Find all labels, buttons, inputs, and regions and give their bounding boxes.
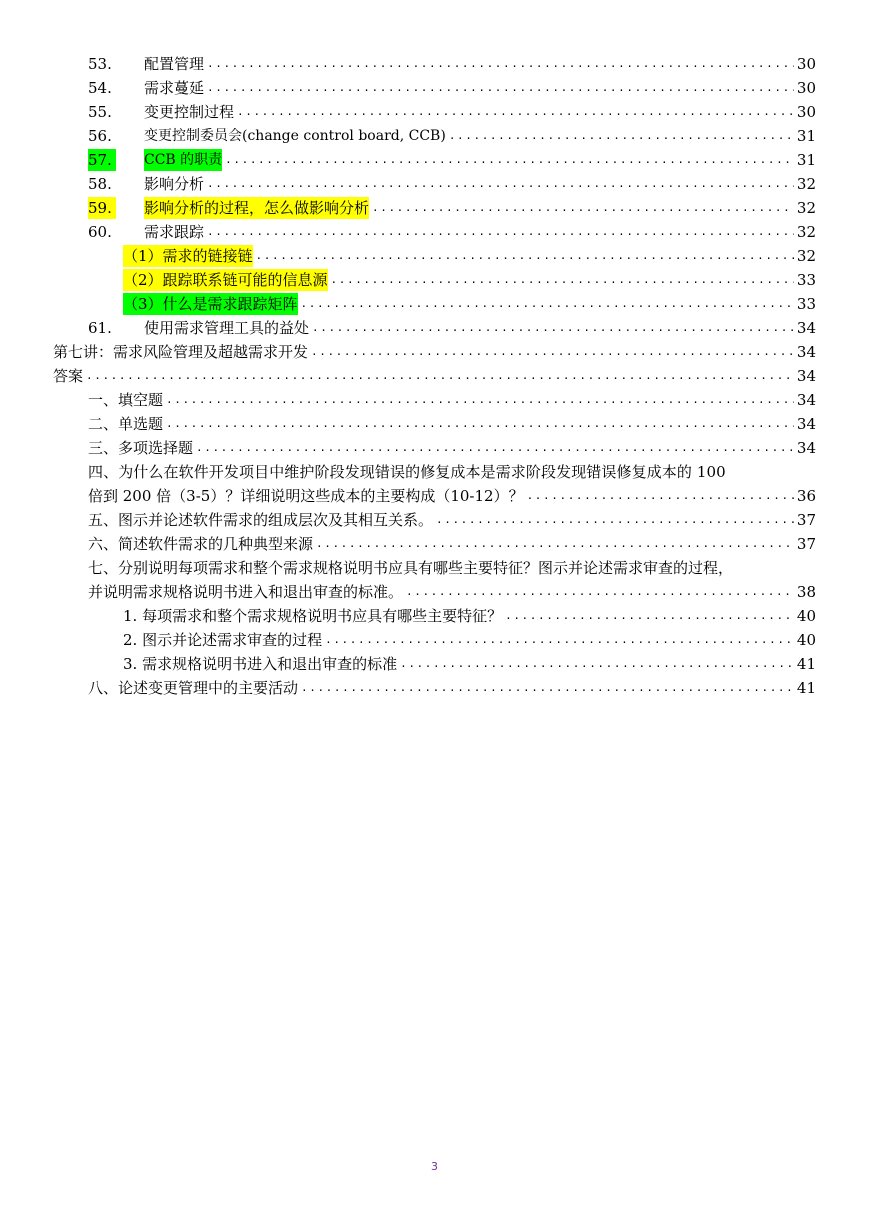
toc-entry[interactable]: [88, 317, 816, 339]
entry-title: 影响分析的过程，怎么做影响分析: [144, 199, 370, 217]
entry-title: 变更控制委员会(change control board, CCB): [144, 128, 446, 144]
toc-entry[interactable]: [88, 509, 816, 531]
entry-number: 53.: [88, 55, 112, 73]
dot-leader: [196, 437, 794, 459]
toc-entry[interactable]: [88, 173, 816, 195]
dot-leader: [406, 581, 794, 603]
dot-leader: [256, 245, 794, 267]
toc-subentry-highlighted[interactable]: [123, 269, 816, 291]
dot-leader: [166, 389, 794, 411]
entry-page: 41: [796, 679, 816, 697]
entry-title: 2. 图示并论述需求审查的过程: [123, 631, 323, 649]
entry-page: 38: [796, 583, 816, 601]
dot-leader: [316, 533, 794, 555]
entry-page: 32: [796, 199, 816, 217]
entry-page: 33: [796, 271, 816, 289]
dot-leader: [207, 221, 794, 243]
entry-title: 答案: [53, 367, 84, 385]
entry-page: 37: [796, 511, 816, 529]
entry-page: 32: [796, 247, 816, 265]
entry-number: 60.: [88, 223, 112, 241]
dot-leader: [527, 485, 794, 507]
entry-page: 34: [796, 415, 816, 433]
toc-entry[interactable]: [88, 533, 816, 555]
toc-entry[interactable]: [88, 77, 816, 99]
toc-subentry-highlighted[interactable]: [123, 245, 816, 267]
entry-page: 31: [796, 127, 816, 145]
entry-page: 30: [796, 103, 816, 121]
dot-leader: [312, 317, 794, 339]
toc-subentry-highlighted[interactable]: [123, 293, 816, 315]
entry-title: 使用需求管理工具的益处: [144, 319, 310, 337]
entry-title: 3. 需求规格说明书进入和退出审查的标准: [123, 655, 398, 673]
entry-page: 33: [796, 295, 816, 313]
toc-subentry[interactable]: [123, 629, 816, 651]
entry-title: 需求跟踪: [144, 223, 205, 241]
entry-number: 59.: [88, 197, 116, 219]
entry-title: 倍到 200 倍（3-5）？详细说明这些成本的主要构成（10-12）？: [88, 487, 524, 505]
entry-title: 需求蔓延: [144, 79, 205, 97]
entry-title: （3）什么是需求跟踪矩阵: [123, 295, 298, 313]
entry-title: 一、填空题: [88, 391, 164, 409]
entry-page: 32: [796, 223, 816, 241]
toc-entry-title-line1: 七、分别说明每项需求和整个需求规格说明书应具有哪些主要特征？图示并论述需求审查的过程，: [88, 559, 734, 577]
entry-title: 八、论述变更管理中的主要活动: [88, 679, 299, 697]
dot-leader: [372, 197, 794, 219]
entry-page: 30: [796, 55, 816, 73]
dot-leader: [505, 605, 794, 627]
entry-title: （2）跟踪联系链可能的信息源: [123, 271, 328, 289]
toc-entry[interactable]: [88, 53, 816, 75]
dot-leader: [449, 125, 794, 147]
entry-page: 40: [796, 631, 816, 649]
entry-title: （1）需求的链接链: [123, 247, 253, 265]
entry-number: 55.: [88, 103, 112, 121]
toc-entry[interactable]: [88, 581, 816, 603]
entry-page: 34: [796, 439, 816, 457]
entry-page: 41: [796, 655, 816, 673]
dot-leader: [207, 53, 794, 75]
entry-title: CCB 的职责: [144, 149, 222, 171]
toc-entry[interactable]: [88, 437, 816, 459]
entry-page: 34: [796, 343, 816, 361]
dot-leader: [311, 341, 794, 363]
entry-number: 56.: [88, 127, 112, 145]
dot-leader: [325, 629, 794, 651]
toc-entry[interactable]: [88, 677, 816, 699]
dot-leader: [207, 77, 794, 99]
dot-leader: [166, 413, 794, 435]
toc-entry-highlighted[interactable]: [88, 197, 816, 219]
entry-number: 54.: [88, 79, 112, 97]
toc-entry-title-line1: 四、为什么在软件开发项目中维护阶段发现错误的修复成本是需求阶段发现错误修复成本的 100: [88, 463, 726, 481]
entry-number: 57.: [88, 149, 116, 171]
toc-entry[interactable]: [88, 101, 816, 123]
toc-entry-highlighted[interactable]: [88, 149, 816, 171]
dot-leader: [237, 101, 794, 123]
entry-title: 1. 每项需求和整个需求规格说明书应具有哪些主要特征？: [123, 607, 503, 625]
toc-chapter[interactable]: [53, 341, 816, 363]
entry-page: 31: [796, 151, 816, 169]
entry-number: 61.: [88, 319, 112, 337]
entry-page: 37: [796, 535, 816, 553]
dot-leader: [225, 149, 794, 171]
entry-title: 配置管理: [144, 55, 205, 73]
entry-title: 并说明需求规格说明书进入和退出审查的标准。: [88, 583, 404, 601]
toc-entry[interactable]: [88, 485, 816, 507]
entry-title: 影响分析: [144, 175, 205, 193]
toc-entry[interactable]: [88, 125, 816, 147]
toc-chapter[interactable]: [53, 365, 816, 387]
toc-entry[interactable]: [88, 413, 816, 435]
toc-entry[interactable]: [88, 221, 816, 243]
entry-number: 58.: [88, 175, 112, 193]
entry-page: 34: [796, 319, 816, 337]
entry-title: 五、图示并论述软件需求的组成层次及其相互关系。: [88, 511, 434, 529]
entry-title: 二、单选题: [88, 415, 164, 433]
entry-title: 第七讲：需求风险管理及超越需求开发: [53, 343, 309, 361]
entry-title: 六、简述软件需求的几种典型来源: [88, 535, 314, 553]
dot-leader: [436, 509, 794, 531]
entry-page: 34: [796, 391, 816, 409]
dot-leader: [400, 653, 794, 675]
dot-leader: [86, 365, 794, 387]
toc-subentry[interactable]: [123, 653, 816, 675]
entry-title: 变更控制过程: [144, 103, 235, 121]
toc-entry[interactable]: [88, 389, 816, 411]
entry-page: 34: [796, 367, 816, 385]
entry-page: 36: [796, 487, 816, 505]
entry-title: 三、多项选择题: [88, 439, 194, 457]
dot-leader: [301, 677, 794, 699]
dot-leader: [207, 173, 794, 195]
entry-page: 32: [796, 175, 816, 193]
page-number: 3: [431, 1160, 438, 1173]
dot-leader: [331, 269, 794, 291]
dot-leader: [301, 293, 794, 315]
entry-page: 40: [796, 607, 816, 625]
toc-subentry[interactable]: [123, 605, 816, 627]
entry-page: 30: [796, 79, 816, 97]
